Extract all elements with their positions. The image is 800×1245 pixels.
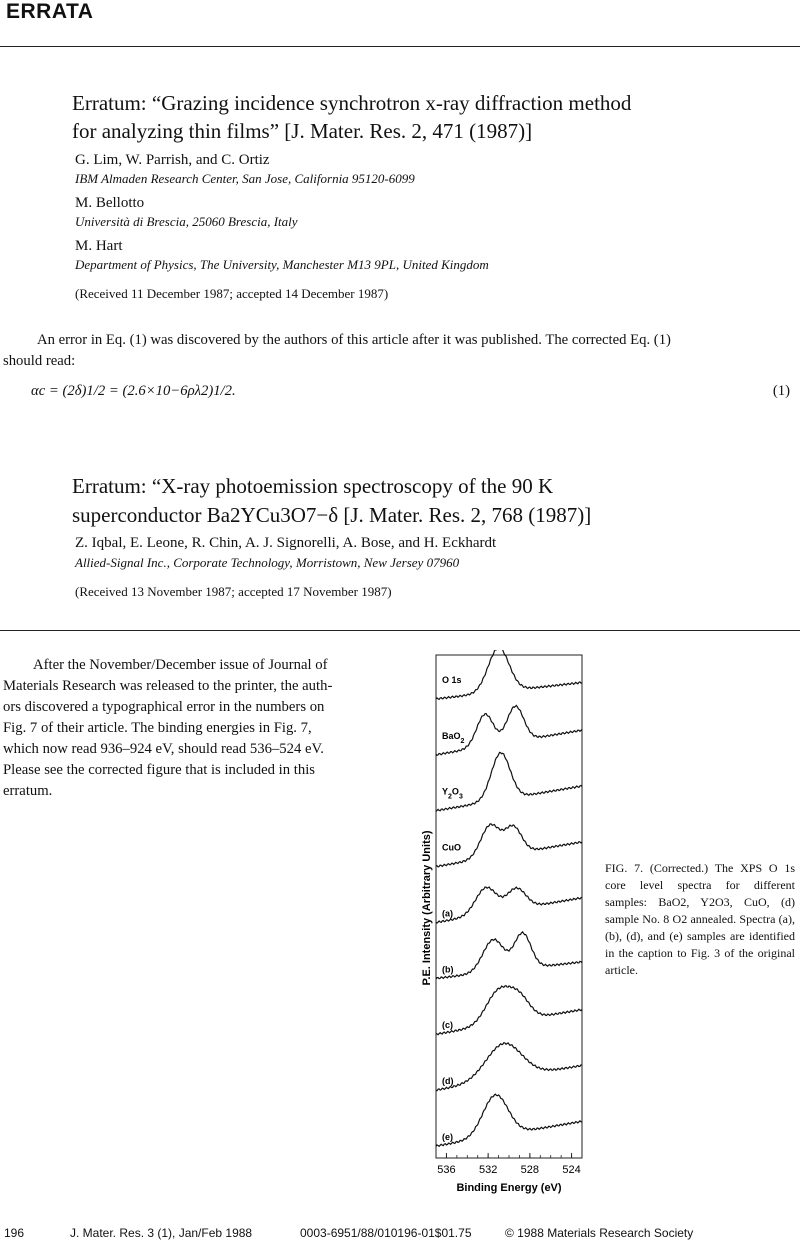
- xps-spectra-chart: [408, 650, 598, 1198]
- spectrum-line: [436, 932, 582, 979]
- spectrum-label: O 1s: [442, 674, 462, 685]
- spectrum-line: [436, 986, 582, 1035]
- erratum2-title-line2: superconductor Ba2YCu3O7−δ [J. Mater. Res. 2, 768 (1987)]: [72, 503, 592, 527]
- erratum1-authors1: G. Lim, W. Parrish, and C. Ortiz: [75, 152, 270, 168]
- erratum2-authors: Z. Iqbal, E. Leone, R. Chin, A. J. Signorelli, A. Bose, and H. Eckhardt: [75, 535, 497, 551]
- erratum2-body-line: Fig. 7 of their article. The binding energies in Fig. 7,: [3, 720, 312, 736]
- erratum1-title-line1: Erratum: “Grazing incidence synchrotron x-ray diffraction method: [72, 91, 632, 115]
- spectrum-line: [436, 752, 582, 811]
- erratum2-divider: [0, 630, 800, 631]
- x-tick-label: 528: [520, 1164, 540, 1176]
- erratum1-body-line2: should read:: [3, 353, 76, 369]
- spectrum-label: (c): [442, 1020, 453, 1031]
- erratum1-equation-number: (1): [772, 383, 790, 399]
- chart-x-axis-label: Binding Energy (eV): [456, 1182, 562, 1194]
- erratum2-body-line: erratum.: [3, 783, 53, 799]
- erratum1-title-line2: for analyzing thin films” [J. Mater. Res. 2, 471 (1987)]: [72, 119, 533, 143]
- spectrum-label: BaO$_2$: [442, 730, 465, 745]
- erratum2-body-line: which now read 936–924 eV, should read 536–524 eV.: [3, 741, 324, 757]
- erratum2-body: [3, 655, 385, 802]
- erratum2-body-line: Please see the corrected figure that is included in this: [3, 762, 316, 778]
- footer-page-number: 196: [4, 1226, 25, 1240]
- erratum2-body-line: ors discovered a typographical error in the numbers on: [3, 699, 325, 715]
- spectrum-line: [436, 1043, 582, 1091]
- erratum1-affil2: Università di Brescia, 25060 Brescia, Italy: [75, 214, 298, 229]
- erratum2-received: (Received 13 November 1987; accepted 17 November 1987): [75, 584, 392, 599]
- spectrum-label: (d): [442, 1076, 454, 1087]
- spectrum-line: [436, 887, 582, 923]
- erratum1-received: (Received 11 December 1987; accepted 14 December 1987): [75, 286, 389, 301]
- x-tick-label: 536: [437, 1164, 456, 1176]
- spectrum-label: (a): [442, 908, 453, 919]
- erratum1-equation: αc = (2δ)1/2 = (2.6×10−6ρλ2)1/2.: [31, 383, 236, 399]
- erratum1-authors2: M. Bellotto: [75, 195, 145, 211]
- spectrum-label: (e): [442, 1132, 453, 1142]
- x-tick-label: 532: [478, 1164, 498, 1176]
- chart-y-axis-label: P.E. Intensity (Arbitrary Units): [421, 830, 433, 986]
- spectrum-label: (b): [442, 964, 454, 975]
- figure-caption: FIG. 7. (Corrected.) The XPS O 1s core level spectra for different samples: BaO2, Y2O3, CuO, (d) sample No. 8 O2 annealed. Spectra (a), (b), (d), and (e) samples are identified in the caption to Fig. 3 of the original article.: [605, 861, 795, 977]
- section-title: ERRATA: [6, 0, 94, 23]
- x-tick-label: 524: [562, 1164, 581, 1176]
- erratum1-authors3: M. Hart: [75, 238, 123, 254]
- erratum2-body-line: Materials Research was released to the printer, the auth-: [3, 678, 333, 694]
- erratum1-body-line1: An error in Eq. (1) was discovered by the authors of this article after it was published. The corrected Eq. (1): [37, 332, 671, 348]
- section-divider: [0, 46, 800, 47]
- erratum2-title-line1: Erratum: “X-ray photoemission spectroscopy of the 90 K: [72, 474, 554, 498]
- spectrum-label: CuO: [442, 842, 461, 853]
- footer-code: 0003-6951/88/010196-01$01.75: [300, 1226, 472, 1240]
- spectrum-label: $Y_2O_3$: [442, 786, 463, 801]
- footer-copyright: © 1988 Materials Research Society: [505, 1226, 694, 1240]
- erratum2-affil: Allied-Signal Inc., Corporate Technology, Morristown, New Jersey 07960: [75, 555, 460, 570]
- footer-journal: J. Mater. Res. 3 (1), Jan/Feb 1988: [70, 1226, 253, 1240]
- erratum2-body-line: After the November/December issue of Journal of: [33, 657, 328, 673]
- erratum1-affil3: Department of Physics, The University, Manchester M13 9PL, United Kingdom: [75, 257, 489, 272]
- erratum1-affil1: IBM Almaden Research Center, San Jose, California 95120-6099: [75, 171, 415, 186]
- spectrum-line: [436, 1094, 582, 1146]
